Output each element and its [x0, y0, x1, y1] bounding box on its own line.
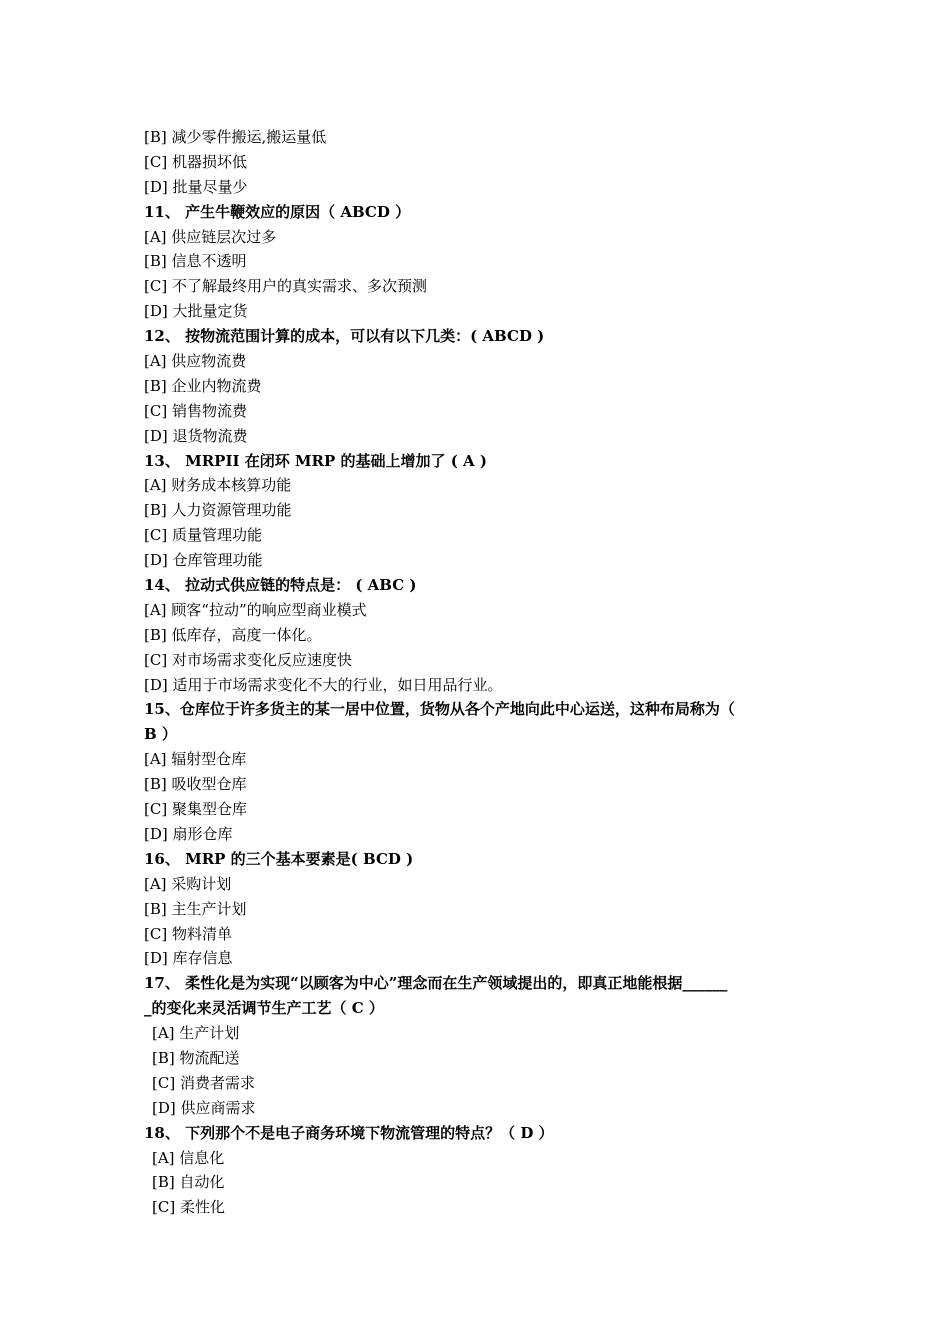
option-line: [C] 柔性化 — [152, 1198, 225, 1217]
question-line: _的变化来灵活调节生产工艺（ C ） — [144, 999, 384, 1018]
question-line: 15、仓库位于许多货主的某一居中位置，货物从各个产地向此中心运送，这种布局称为（ — [144, 700, 735, 719]
option-line: [D] 库存信息 — [144, 949, 233, 968]
option-line: [A] 辐射型仓库 — [144, 750, 247, 769]
option-line: [B] 吸收型仓库 — [144, 775, 247, 794]
option-line: [A] 信息化 — [152, 1148, 225, 1167]
option-line: [B] 自动化 — [152, 1173, 225, 1192]
option-line: [A] 生产计划 — [152, 1024, 240, 1043]
option-line: [B] 信息不透明 — [144, 252, 247, 271]
option-line: [C] 消费者需求 — [152, 1073, 255, 1092]
option-line: [D] 适用于市场需求变化不大的行业，如日用品行业。 — [144, 675, 503, 694]
option-line: [C] 对市场需求变化反应速度快 — [144, 650, 352, 669]
option-line: [B] 物流配送 — [152, 1048, 240, 1067]
option-line: [A] 财务成本核算功能 — [144, 476, 292, 495]
option-line: [D] 供应商需求 — [152, 1098, 256, 1117]
question-line: 14、 拉动式供应链的特点是： ( ABC ) — [144, 576, 417, 595]
option-line: [A] 顾客“拉动”的响应型商业模式 — [144, 600, 367, 619]
option-line: [C] 物料清单 — [144, 924, 232, 943]
option-line: [D] 扇形仓库 — [144, 824, 233, 843]
question-line: B ） — [144, 725, 177, 744]
option-line: [B] 企业内物流费 — [144, 376, 262, 395]
question-line: 16、 MRP 的三个基本要素是( BCD ) — [144, 849, 414, 868]
question-line: 17、 柔性化是为实现“以顾客为中心”理念而在生产领域提出的，即真正地能根据______ — [144, 974, 728, 993]
option-line: [D] 仓库管理功能 — [144, 551, 263, 570]
option-line: [D] 批量尽量少 — [144, 177, 248, 196]
option-line: [D] 大批量定货 — [144, 302, 248, 321]
option-line: [D] 退货物流费 — [144, 426, 248, 445]
option-line: [C] 不了解最终用户的真实需求、多次预测 — [144, 277, 427, 296]
question-line: 18、 下列那个不是电子商务环境下物流管理的特点？（ D ） — [144, 1123, 554, 1142]
option-line: [B] 主生产计划 — [144, 899, 247, 918]
question-line: 13、 MRPII 在闭环 MRP 的基础上增加了 ( A ) — [144, 451, 487, 470]
option-line: [C] 机器损坏低 — [144, 152, 247, 171]
option-line: [B] 人力资源管理功能 — [144, 501, 292, 520]
option-line: [A] 供应链层次过多 — [144, 227, 277, 246]
option-line: [A] 供应物流费 — [144, 352, 247, 371]
option-line: [B] 减少零件搬运,搬运量低 — [144, 128, 327, 146]
option-line: [C] 聚集型仓库 — [144, 800, 247, 819]
option-line: [B] 低库存，高度一体化。 — [144, 625, 322, 644]
option-line: [A] 采购计划 — [144, 874, 232, 893]
option-line: [C] 质量管理功能 — [144, 526, 262, 545]
option-line: [C] 销售物流费 — [144, 401, 247, 420]
document-page — [144, 125, 814, 1220]
question-line: 12、 按物流范围计算的成本，可以有以下几类：( ABCD ) — [144, 327, 545, 346]
question-line: 11、 产生牛鞭效应的原因（ ABCD ） — [144, 202, 411, 221]
